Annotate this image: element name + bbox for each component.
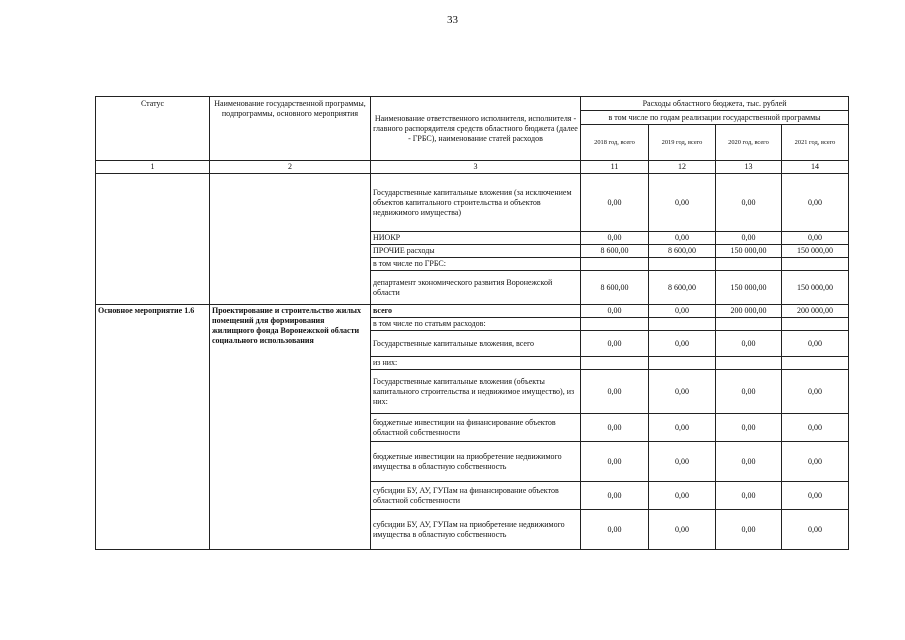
table-row — [96, 305, 849, 318]
column-index-row — [96, 161, 849, 174]
expense-item-name: всего — [371, 305, 581, 318]
expense-item-name: субсидии БУ, АУ, ГУПам на приобретение недвижимого имущества в областную собственность — [371, 510, 581, 550]
value-2018: 0,00 — [581, 482, 649, 510]
value-2020: 150 000,00 — [716, 245, 782, 258]
header-row-1 — [96, 97, 849, 111]
value-2021: 0,00 — [782, 414, 849, 442]
value-2020: 150 000,00 — [716, 271, 782, 305]
value-2020: 0,00 — [716, 482, 782, 510]
value-2019 — [649, 357, 716, 370]
value-2021 — [782, 318, 849, 331]
table-row — [96, 174, 849, 232]
value-2019: 0,00 — [649, 305, 716, 318]
header-status: Статус — [96, 97, 210, 161]
header-by-years: в том числе по годам реализации государственной программы — [581, 111, 849, 125]
value-2018: 0,00 — [581, 442, 649, 482]
status-cell-empty — [96, 174, 210, 305]
status-cell: Основное мероприятие 1.6 — [96, 305, 210, 550]
value-2019: 8 600,00 — [649, 271, 716, 305]
expense-item-name: ПРОЧИЕ расходы — [371, 245, 581, 258]
value-2018: 0,00 — [581, 331, 649, 357]
header-executor: Наименование ответственного исполнителя, исполнителя - главного распорядителя средств областного бюджета (далее - ГРБС), наименование статей расходов — [371, 97, 581, 161]
expense-item-name: бюджетные инвестиции на приобретение недвижимого имущества в областную собственность — [371, 442, 581, 482]
value-2021: 0,00 — [782, 510, 849, 550]
expense-item-name: НИОКР — [371, 232, 581, 245]
value-2020: 0,00 — [716, 370, 782, 414]
value-2018: 0,00 — [581, 232, 649, 245]
value-2020: 0,00 — [716, 232, 782, 245]
value-2018 — [581, 357, 649, 370]
header-year-2019: 2019 год, всего — [649, 125, 716, 161]
column-index: 12 — [649, 161, 716, 174]
program-cell-empty — [210, 174, 371, 305]
header-program-name: Наименование государственной программы, подпрограммы, основного мероприятия — [210, 97, 371, 161]
value-2019: 8 600,00 — [649, 245, 716, 258]
header-year-2020: 2020 год, всего — [716, 125, 782, 161]
header-year-2018: 2018 год, всего — [581, 125, 649, 161]
value-2020: 0,00 — [716, 414, 782, 442]
value-2018: 8 600,00 — [581, 245, 649, 258]
value-2018: 0,00 — [581, 370, 649, 414]
expense-item-name: в том числе по ГРБС: — [371, 258, 581, 271]
value-2020: 200 000,00 — [716, 305, 782, 318]
value-2018: 0,00 — [581, 305, 649, 318]
value-2020: 0,00 — [716, 331, 782, 357]
expense-item-name: Государственные капитальные вложения (объекты капитального строительства и недвижимое имущество), из них: — [371, 370, 581, 414]
expense-item-name: в том числе по статьям расходов: — [371, 318, 581, 331]
value-2021: 200 000,00 — [782, 305, 849, 318]
value-2019 — [649, 318, 716, 331]
value-2018 — [581, 258, 649, 271]
value-2020 — [716, 258, 782, 271]
expense-item-name: субсидии БУ, АУ, ГУПам на финансирование объектов областной собственности — [371, 482, 581, 510]
value-2018: 8 600,00 — [581, 271, 649, 305]
column-index: 13 — [716, 161, 782, 174]
value-2021: 0,00 — [782, 174, 849, 232]
value-2019: 0,00 — [649, 510, 716, 550]
value-2021: 0,00 — [782, 442, 849, 482]
page-number: 33 — [447, 14, 458, 26]
value-2020: 0,00 — [716, 510, 782, 550]
column-index: 2 — [210, 161, 371, 174]
column-index: 3 — [371, 161, 581, 174]
expense-item-name: бюджетные инвестиции на финансирование объектов областной собственности — [371, 414, 581, 442]
value-2019: 0,00 — [649, 482, 716, 510]
header-expenses-title: Расходы областного бюджета, тыс. рублей — [581, 97, 849, 111]
expense-item-name: Государственные капитальные вложения (за исключением объектов капитального строительства и объектов недвижимого имущества) — [371, 174, 581, 232]
expense-item-name: департамент экономического развития Воронежской области — [371, 271, 581, 305]
value-2019 — [649, 258, 716, 271]
value-2018: 0,00 — [581, 510, 649, 550]
value-2021: 0,00 — [782, 482, 849, 510]
value-2021: 150 000,00 — [782, 271, 849, 305]
value-2020: 0,00 — [716, 442, 782, 482]
column-index: 14 — [782, 161, 849, 174]
value-2018: 0,00 — [581, 174, 649, 232]
value-2019: 0,00 — [649, 174, 716, 232]
value-2021: 0,00 — [782, 232, 849, 245]
column-index: 1 — [96, 161, 210, 174]
budget-table — [95, 96, 849, 550]
value-2019: 0,00 — [649, 414, 716, 442]
value-2019: 0,00 — [649, 370, 716, 414]
value-2019: 0,00 — [649, 442, 716, 482]
value-2020 — [716, 318, 782, 331]
program-cell: Проектирование и строительство жилых помещений для формирования жилищного фонда Воронежской области социального использования — [210, 305, 371, 550]
value-2021: 150 000,00 — [782, 245, 849, 258]
value-2021 — [782, 258, 849, 271]
value-2020 — [716, 357, 782, 370]
value-2018 — [581, 318, 649, 331]
value-2021: 0,00 — [782, 370, 849, 414]
value-2021: 0,00 — [782, 331, 849, 357]
value-2021 — [782, 357, 849, 370]
expense-item-name: Государственные капитальные вложения, всего — [371, 331, 581, 357]
value-2019: 0,00 — [649, 331, 716, 357]
value-2019: 0,00 — [649, 232, 716, 245]
value-2018: 0,00 — [581, 414, 649, 442]
column-index: 11 — [581, 161, 649, 174]
value-2020: 0,00 — [716, 174, 782, 232]
header-year-2021: 2021 год, всего — [782, 125, 849, 161]
expense-item-name: из них: — [371, 357, 581, 370]
